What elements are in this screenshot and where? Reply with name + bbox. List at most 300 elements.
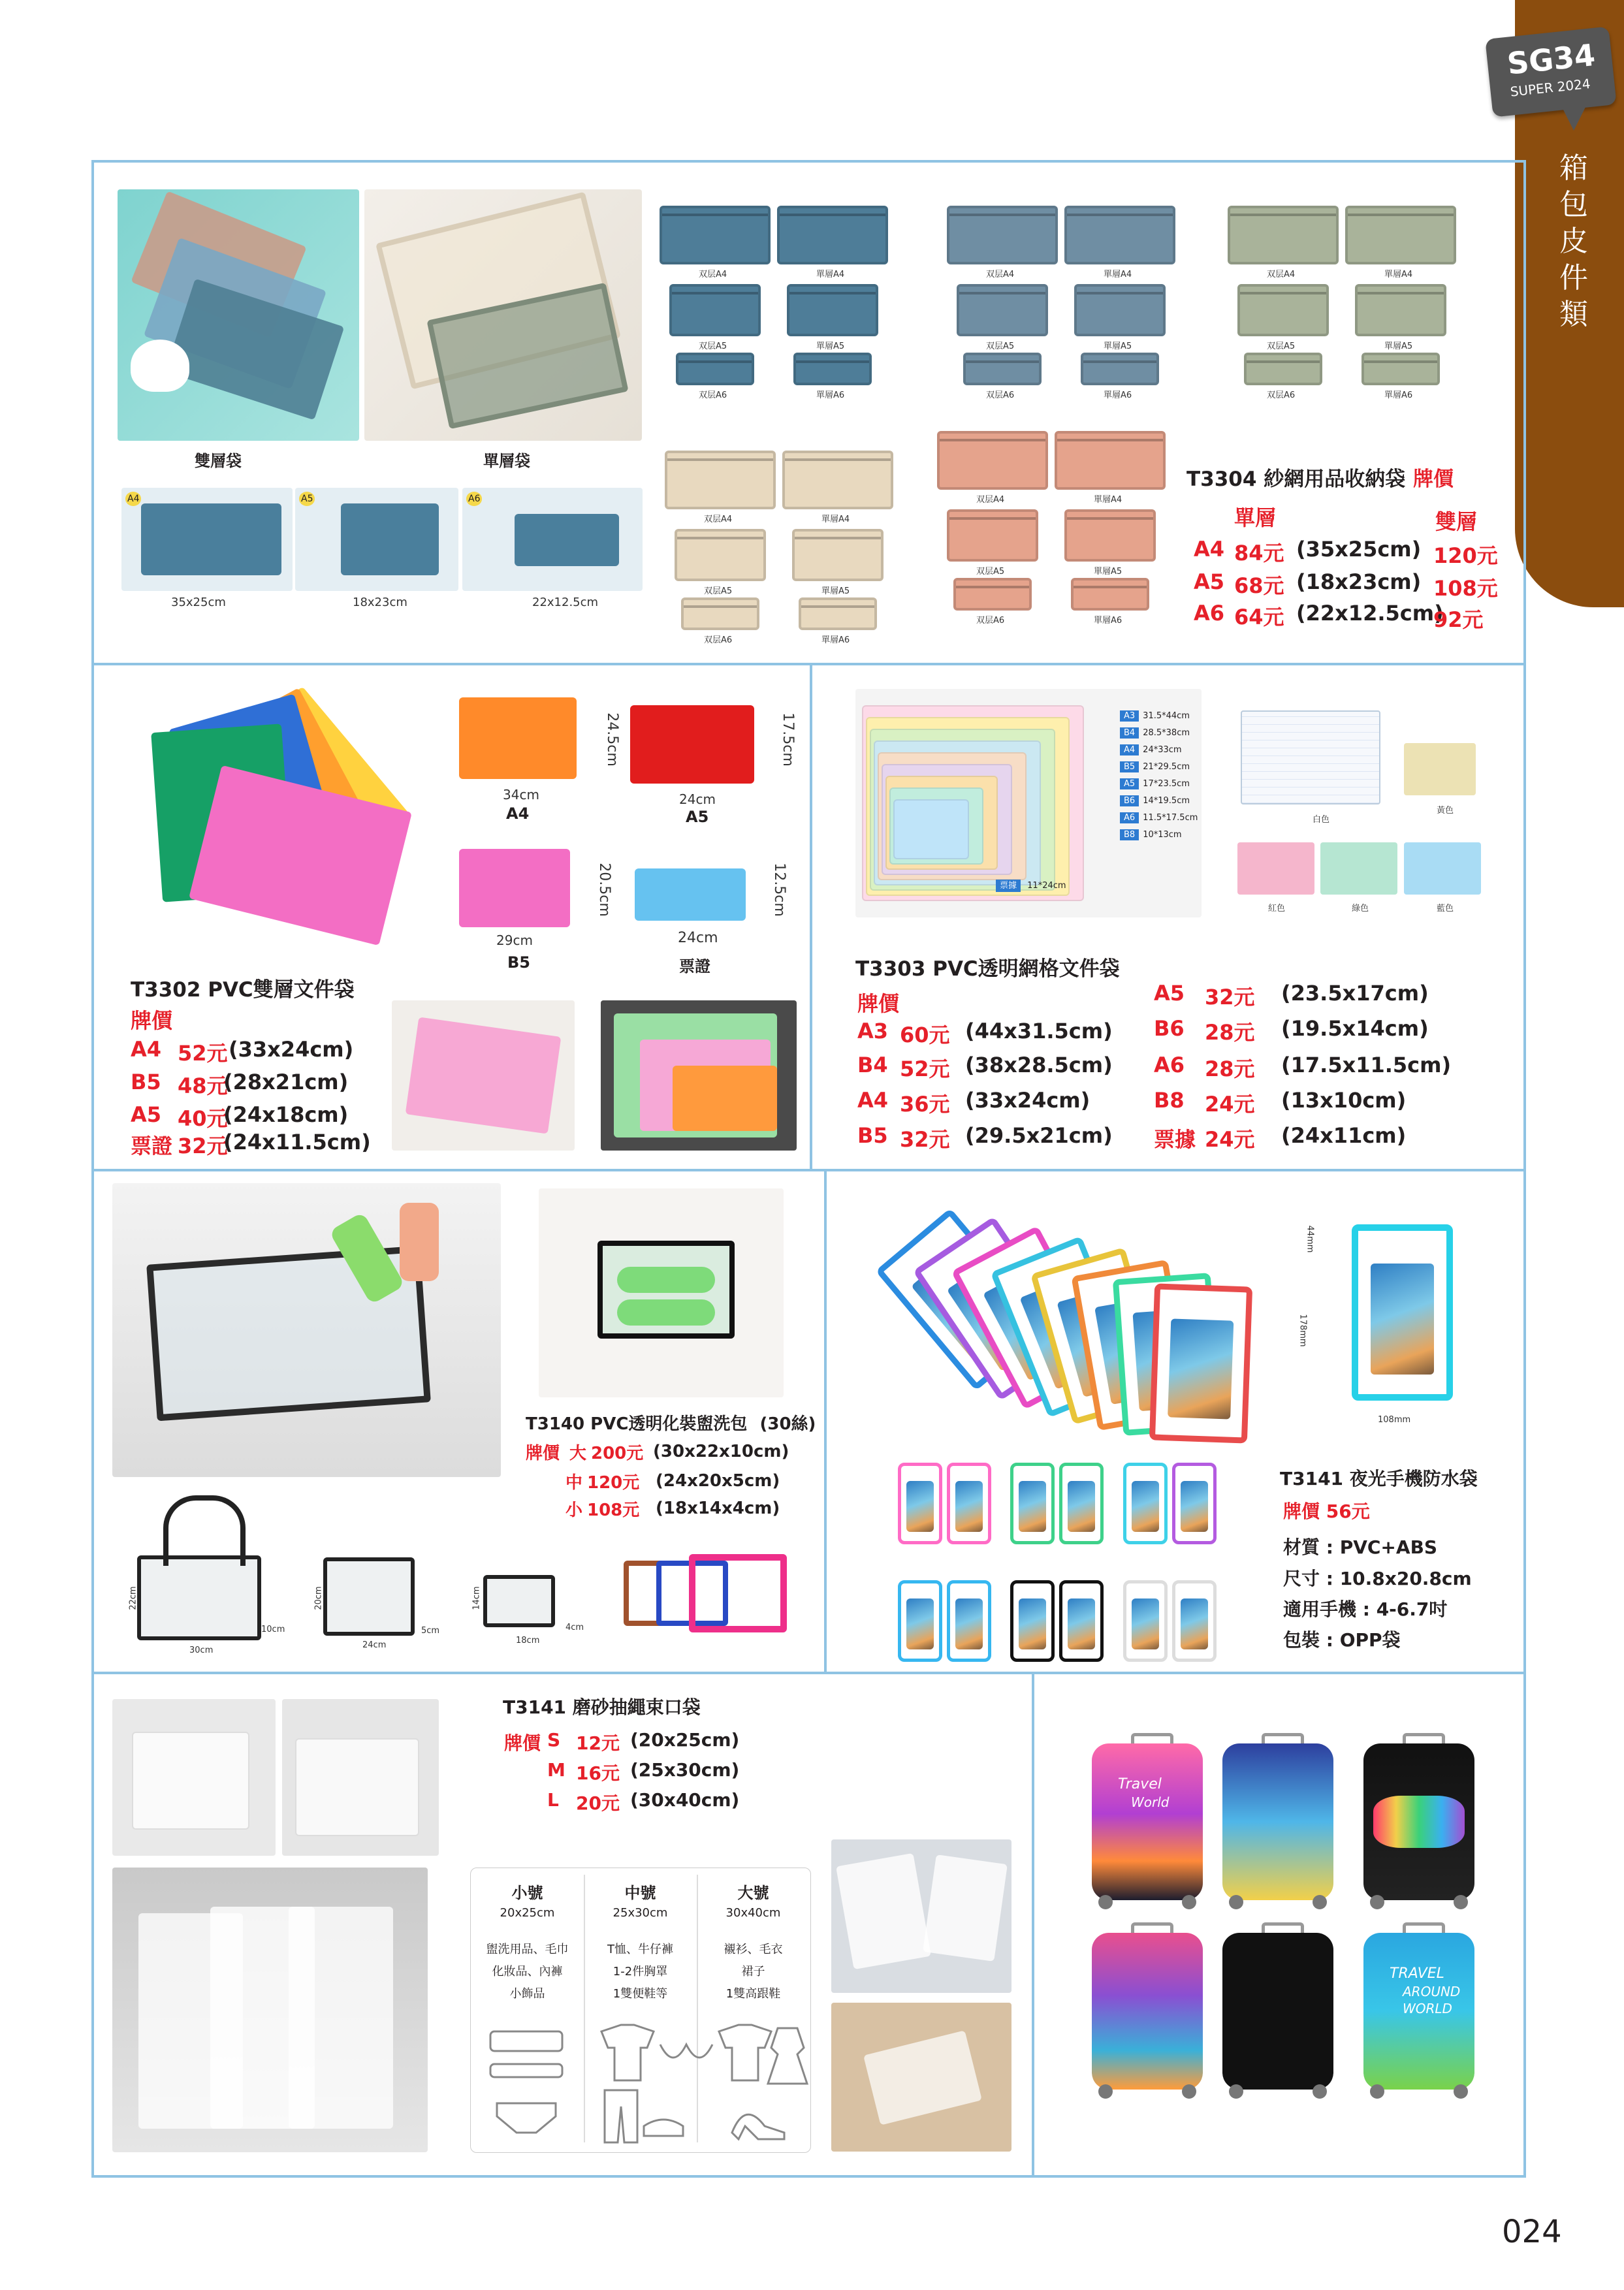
phone-bag [1010, 1463, 1055, 1544]
price-value: 200元 [591, 1444, 644, 1463]
chart-use: T恤、牛仔褲 [607, 1943, 673, 1956]
chart-use: 1雙便鞋等 [613, 1987, 668, 2001]
category-char: 包 [1559, 188, 1588, 221]
mesh-bag [1228, 206, 1339, 264]
color-name: 黃色 [1437, 806, 1454, 816]
bag-handle [163, 1495, 246, 1566]
zipper [796, 360, 869, 363]
zipper [801, 605, 874, 608]
dim-label: 17.5cm [779, 712, 796, 767]
size-tag: B4 [1120, 727, 1139, 739]
product-title-t3140 [526, 1410, 816, 1435]
t3140-note: (30絲) [759, 1414, 816, 1434]
dim-label: 24cm [679, 791, 716, 807]
spec-line: 尺寸 : 10.8x20.8cm [1283, 1568, 1472, 1589]
price-value: 28元 [1205, 1020, 1255, 1045]
price-dimension: (23.5x17cm) [1281, 981, 1429, 1006]
mesh-bag [1244, 353, 1322, 385]
size-name: 票證 [679, 957, 710, 976]
size-tag: A4 [1120, 744, 1139, 755]
product-title-t3304: T3304 紗網用品收納袋 [1186, 468, 1406, 491]
price-value: 28元 [1205, 1057, 1255, 1081]
phone-bag [1172, 1463, 1217, 1544]
suitcase-wheel [1313, 2084, 1327, 2099]
zipper [1348, 214, 1454, 216]
zipper [662, 214, 768, 216]
frosted-bag [289, 1907, 393, 2129]
zipper [678, 360, 752, 363]
price-value: 24元 [1205, 1092, 1255, 1117]
dim-label: 24cm [362, 1640, 387, 1650]
phone-bag [898, 1580, 942, 1662]
size-legend-row [1120, 744, 1182, 755]
grid-size-label: 双层A4 [986, 270, 1015, 279]
price-dimension: (30x22x10cm) [653, 1442, 789, 1461]
grid-size-label: 双层A6 [986, 390, 1015, 400]
cover-print-text: TRAVEL [1390, 1965, 1444, 1982]
suitcase-cover [1092, 1933, 1203, 2090]
price-value: 32元 [1205, 985, 1255, 1010]
size-tag: B8 [1120, 829, 1139, 840]
size-chart [470, 1868, 811, 2153]
phone-screen [1019, 1598, 1046, 1649]
size-swatch-a4 [121, 488, 293, 591]
suitcase-wheel [1454, 1895, 1468, 1909]
mesh-bag [1055, 431, 1166, 490]
price-size: S [547, 1729, 561, 1751]
suitcase-cover [1363, 1933, 1474, 2090]
phone-bag [1123, 1463, 1168, 1544]
grid-size-label: 單層A5 [1384, 342, 1413, 351]
grid-size-label: 單層A4 [1384, 270, 1413, 279]
drawstring-toiletries-photo [112, 1699, 276, 1856]
price-value: 108元 [1433, 576, 1498, 601]
price-tag-label: 牌價 [131, 1008, 173, 1033]
price-value: 120元 [587, 1473, 640, 1493]
mesh-bag [1361, 353, 1440, 385]
pvc-bag [673, 1066, 777, 1131]
zipper [959, 292, 1045, 294]
price-value: 40元 [178, 1106, 228, 1131]
price-size: A5 [131, 1102, 162, 1127]
ticket-size-tag [996, 878, 1066, 891]
section-divider [1032, 1672, 1034, 2178]
price-size: B5 [131, 1070, 161, 1094]
price-value: 60元 [900, 1023, 950, 1047]
suitcase-cover [1222, 1743, 1333, 1900]
phone-screen [1181, 1598, 1208, 1649]
price-dimension: (28x21cm) [223, 1070, 349, 1094]
zipper [1358, 292, 1444, 294]
blue-mesh-bag [141, 503, 281, 575]
section-divider [91, 663, 1526, 665]
suitcase-wheel [1182, 2084, 1196, 2099]
grid-size-label: 双层A5 [976, 567, 1005, 577]
grid-size-label: 單層A5 [1104, 342, 1132, 351]
zipper [677, 537, 763, 539]
price-size: 票據 [1154, 1127, 1196, 1152]
suitcase-wheel [1370, 1895, 1384, 1909]
chart-size-dim: 25x30cm [613, 1906, 668, 1920]
tshirt-icon [601, 2025, 654, 2080]
label-double-layer: 雙層袋 [195, 452, 242, 470]
price-value: 108元 [587, 1501, 640, 1520]
red-grid-bag [1237, 842, 1314, 895]
grid-bag [893, 799, 969, 859]
phone-screen [955, 1481, 983, 1532]
color-name: 綠色 [1352, 904, 1369, 914]
price-dimension: (24x11.5cm) [223, 1130, 371, 1154]
grid-size-label: 單層A5 [1094, 567, 1122, 577]
chart-use: 1雙高跟鞋 [725, 1987, 781, 2001]
zipper [940, 439, 1045, 441]
suitcase-cover [1363, 1743, 1474, 1900]
chart-use: 裙子 [741, 1965, 765, 1979]
chart-size-dim: 20x25cm [500, 1906, 555, 1920]
price-size: A6 [1194, 601, 1225, 626]
phone-screen [1068, 1481, 1095, 1532]
grid-size-label: 双层A5 [1267, 342, 1296, 351]
badge-code: SG34 [1505, 37, 1597, 82]
mesh-bag [1345, 206, 1456, 264]
category-char: 皮 [1559, 225, 1588, 258]
blue-mesh-bag [341, 503, 439, 575]
size-dim: 10*13cm [1143, 830, 1182, 840]
toiletry-bottle [400, 1203, 439, 1281]
mesh-bag [660, 206, 771, 264]
price-dimension: (33x24cm) [965, 1088, 1091, 1113]
label-single-layer: 單層袋 [483, 452, 530, 470]
frosted-bag [132, 1732, 249, 1830]
dim-label: 44mm [1305, 1225, 1315, 1253]
dim-label: 24cm [678, 930, 718, 946]
suitcase-wheel [1098, 2084, 1113, 2099]
mesh-bag [1064, 509, 1156, 562]
category-char: 類 [1559, 298, 1588, 331]
phone-bag [1172, 1580, 1217, 1662]
mesh-bag [676, 353, 754, 385]
mesh-bag [963, 353, 1042, 385]
price-dimension: (30x40cm) [630, 1789, 740, 1811]
price-size: A4 [857, 1088, 889, 1113]
phone-bag [1059, 1463, 1104, 1544]
toiletry-bag [689, 1554, 787, 1632]
price-size: 小 [565, 1501, 583, 1520]
grid-size-label: 双层A5 [986, 342, 1015, 351]
green-bottle [617, 1299, 715, 1326]
yellow-grid-bag [1404, 743, 1476, 795]
section-divider [91, 1672, 1526, 1674]
clothing-icons [471, 2018, 810, 2149]
grid-size-label: 單層A4 [1104, 270, 1132, 279]
price-value: 24元 [1205, 1127, 1255, 1152]
phone-bag-dimension-diagram [1352, 1224, 1453, 1401]
pants-icon [605, 2090, 637, 2142]
grid-size-label: 双层A4 [1267, 270, 1296, 279]
cover-print-text: Travel [1118, 1776, 1162, 1792]
phone-bag [898, 1463, 942, 1544]
price-dimension: (25x30cm) [630, 1759, 740, 1781]
pvc-double-bags-fan-photo [131, 682, 438, 957]
zipper [1067, 517, 1153, 520]
price-size: B5 [857, 1123, 888, 1148]
spec-line: 包裝 : OPP袋 [1283, 1629, 1401, 1651]
price-size: 大 [569, 1444, 587, 1463]
suitcase-wheel [1313, 1895, 1327, 1909]
frosted-bag [836, 1853, 931, 1969]
zipper [1067, 214, 1173, 216]
size-dim: 11.5*17.5cm [1143, 813, 1198, 823]
zipper [949, 517, 1036, 520]
blue-grid-bag [1404, 842, 1481, 895]
size-tag: A5 [299, 492, 315, 506]
chart-size-name: 大號 [737, 1884, 769, 1902]
badge-pointer [1561, 104, 1587, 131]
t3140-title: T3140 PVC透明化裝盥洗包 [526, 1414, 748, 1434]
mesh-bag [787, 284, 878, 336]
grid-size-label: 單層A5 [821, 586, 850, 596]
page-number: 024 [1502, 2214, 1562, 2250]
mesh-bag [665, 451, 776, 509]
price-size: 票證 [131, 1134, 173, 1158]
zipper [1077, 292, 1163, 294]
mesh-bag [1237, 284, 1329, 336]
price-size: L [547, 1789, 559, 1811]
mesh-bag [947, 509, 1038, 562]
zipper [956, 586, 1029, 588]
mesh-bag [1074, 284, 1166, 336]
size-caption: 35x25cm [171, 596, 226, 609]
grid-size-label: 双层A4 [704, 515, 733, 524]
white-grid-bag [1241, 710, 1380, 804]
size-tag: A3 [1120, 710, 1139, 722]
mesh-bag [792, 529, 884, 581]
size-legend-row [1120, 812, 1198, 823]
zipper [780, 214, 885, 216]
grid-size-label: 双层A5 [704, 586, 733, 596]
price-dimension: (13x10cm) [1281, 1088, 1407, 1113]
brand-badge [1485, 26, 1617, 117]
price-value: 48元 [178, 1073, 228, 1098]
grid-size-label: 單層A6 [1104, 390, 1132, 400]
grid-size-label: 双层A4 [699, 270, 727, 279]
zipper [672, 292, 758, 294]
mug [131, 340, 189, 392]
price-size: B6 [1154, 1016, 1185, 1041]
phone-bag [1059, 1580, 1104, 1662]
zipper [1364, 360, 1437, 363]
price-value: 32元 [178, 1134, 228, 1158]
mesh-bag [1071, 578, 1149, 611]
dim-label: 18cm [516, 1636, 540, 1646]
cover-print-text: AROUND [1403, 1984, 1461, 1999]
spec-line: 適用手機 : 4-6.7吋 [1283, 1598, 1448, 1620]
clear-tote-photo [112, 1183, 501, 1477]
product-title-t3303: T3303 PVC透明網格文件袋 [855, 957, 1120, 981]
chart-use: 1-2件胸罩 [613, 1965, 668, 1979]
suitcase-cover [1092, 1743, 1203, 1900]
chart-use: 襯衫、毛衣 [724, 1943, 783, 1956]
zipper [785, 458, 891, 461]
size-dim: 21*29.5cm [1143, 762, 1190, 772]
size-caption: 18x23cm [353, 596, 407, 609]
price-size: B8 [1154, 1088, 1185, 1113]
size-swatch-a5 [295, 488, 458, 591]
cover-print-text: World [1131, 1794, 1170, 1810]
mesh-bag [681, 597, 759, 630]
dim-label: 12.5cm [771, 863, 788, 917]
dim-label: 108mm [1378, 1415, 1411, 1425]
price-tag-label: 牌價 [504, 1732, 541, 1754]
phone-bag [947, 1580, 991, 1662]
price-tag-label: 牌價 [1413, 468, 1454, 491]
dim-label: 29cm [496, 932, 533, 948]
dim-label: 20cm [313, 1586, 324, 1610]
suitcase-cover [1222, 1933, 1333, 2090]
price-line: 牌價 56元 [1283, 1501, 1370, 1522]
phone-bag [947, 1463, 991, 1544]
shoe-icon [644, 2120, 683, 2136]
column-double-layer: 雙層 [1435, 509, 1478, 534]
mesh-bag [799, 597, 877, 630]
price-size: B4 [857, 1053, 888, 1077]
dress-icon [768, 2028, 807, 2084]
dim-label: 14cm [471, 1586, 482, 1610]
grid-size-label: 單層A4 [821, 515, 850, 524]
size-name: A4 [506, 804, 530, 823]
price-dimension: (29.5x21cm) [965, 1123, 1113, 1148]
badge-sub: SUPER 2024 [1509, 75, 1591, 100]
phone-screen [955, 1598, 983, 1649]
toiletry-bag-large [137, 1555, 261, 1640]
dim-label: 10cm [261, 1625, 285, 1634]
zipper [1247, 360, 1320, 363]
size-tag: B6 [1120, 795, 1139, 806]
toiletry-bag-medium [323, 1557, 415, 1636]
price-size: A4 [131, 1037, 162, 1062]
frosted-bag [923, 1854, 1008, 1962]
price-dimension: (24x20x5cm) [656, 1471, 780, 1491]
dim-label: 24.5cm [603, 712, 620, 767]
column-single-layer: 單層 [1234, 505, 1277, 530]
pvc-bag-a4 [459, 697, 577, 779]
suitcase-wheel [1229, 2084, 1243, 2099]
price-value: 52元 [178, 1041, 228, 1066]
chart-size-name: 中號 [624, 1884, 656, 1902]
world-map [1373, 1796, 1465, 1848]
phone-screen [906, 1481, 934, 1532]
price-dimension: (17.5x11.5cm) [1281, 1053, 1452, 1077]
dim-label: 34cm [503, 787, 539, 803]
dim-label: 5cm [421, 1626, 440, 1636]
ticket-dim: 11*24cm [1027, 881, 1066, 891]
blue-mesh-bag [515, 514, 619, 566]
phone-screen [906, 1598, 934, 1649]
spec-line: 材質 : PVC+ABS [1283, 1536, 1438, 1558]
shirt-icon [719, 2025, 771, 2080]
phone-screen [1181, 1481, 1208, 1532]
phone-screen [1019, 1481, 1046, 1532]
green-grid-bag [1320, 842, 1397, 895]
grid-size-label: 單層A5 [816, 342, 845, 351]
price-dimension: (44x31.5cm) [965, 1019, 1113, 1043]
price-value: 68元 [1234, 573, 1284, 598]
green-bottle [617, 1267, 715, 1293]
mesh-bag [947, 206, 1058, 264]
product-title-t3302: T3302 PVC雙層文件袋 [131, 978, 355, 1002]
size-legend-row [1120, 727, 1190, 739]
price-size: A4 [1194, 537, 1225, 562]
dim-label: 30cm [189, 1646, 214, 1655]
chart-size-dim: 30x40cm [725, 1906, 781, 1920]
size-tag: A6 [1120, 812, 1139, 823]
size-name: A5 [686, 808, 709, 826]
size-legend-row [1120, 710, 1190, 722]
price-size: A3 [857, 1019, 889, 1043]
price-value: 64元 [1234, 605, 1284, 629]
pvc-bag-b5 [459, 849, 570, 927]
price-dimension: (18x14x4cm) [656, 1499, 780, 1518]
grid-size-label: 單層A6 [1094, 616, 1122, 626]
price-value: 120元 [1433, 543, 1498, 568]
color-name: 白色 [1313, 815, 1330, 825]
price-value: 92元 [1433, 607, 1484, 632]
price-size: A5 [1154, 981, 1185, 1006]
category-label [1554, 150, 1593, 333]
size-legend-row [1120, 778, 1190, 789]
price-size: 中 [565, 1473, 583, 1493]
size-legend-row [1120, 761, 1190, 772]
mesh-bags-single-photo [364, 189, 642, 441]
size-dim: 28.5*38cm [1143, 728, 1190, 738]
price-tag-label: 牌價 [526, 1444, 560, 1463]
mesh-bag [669, 284, 761, 336]
zipper [789, 292, 876, 294]
frosted-bag [295, 1738, 419, 1836]
price-value: 52元 [900, 1057, 950, 1081]
size-swatch-a6 [462, 488, 643, 591]
mesh-bag [777, 206, 888, 264]
dim-label: 22cm [128, 1586, 138, 1610]
zipper [795, 537, 881, 539]
phone-screen [1068, 1598, 1095, 1649]
grid-size-label: 單層A6 [821, 635, 850, 645]
size-name: B5 [507, 953, 530, 972]
pink-bag-stationery-photo [392, 1000, 575, 1151]
zipper [1074, 586, 1147, 588]
drawstring-pouches-photo [831, 1839, 1011, 1993]
phone-screen [1168, 1319, 1234, 1420]
grid-size-label: 双层A5 [699, 342, 727, 351]
phone-screen [1132, 1598, 1159, 1649]
price-value: 32元 [900, 1127, 950, 1152]
section-divider [824, 1169, 827, 1674]
price-dimension: (19.5x14cm) [1281, 1016, 1429, 1041]
pvc-bag-a5 [630, 705, 754, 784]
towel-icon [490, 2031, 562, 2051]
phone-bag [1010, 1580, 1055, 1662]
price-size: A5 [1194, 569, 1225, 594]
mesh-bag [782, 451, 893, 509]
size-caption: 22x12.5cm [532, 596, 599, 609]
cover-print-text: WORLD [1403, 2001, 1452, 2016]
price-dimension: (24x11cm) [1281, 1123, 1407, 1148]
price-dimension: (35x25cm) [1296, 537, 1422, 562]
size-legend-row [1120, 795, 1190, 806]
price-size: M [547, 1759, 565, 1781]
chart-use: 化妝品、內褲 [492, 1965, 563, 1979]
size-tag: B5 [1120, 761, 1139, 772]
